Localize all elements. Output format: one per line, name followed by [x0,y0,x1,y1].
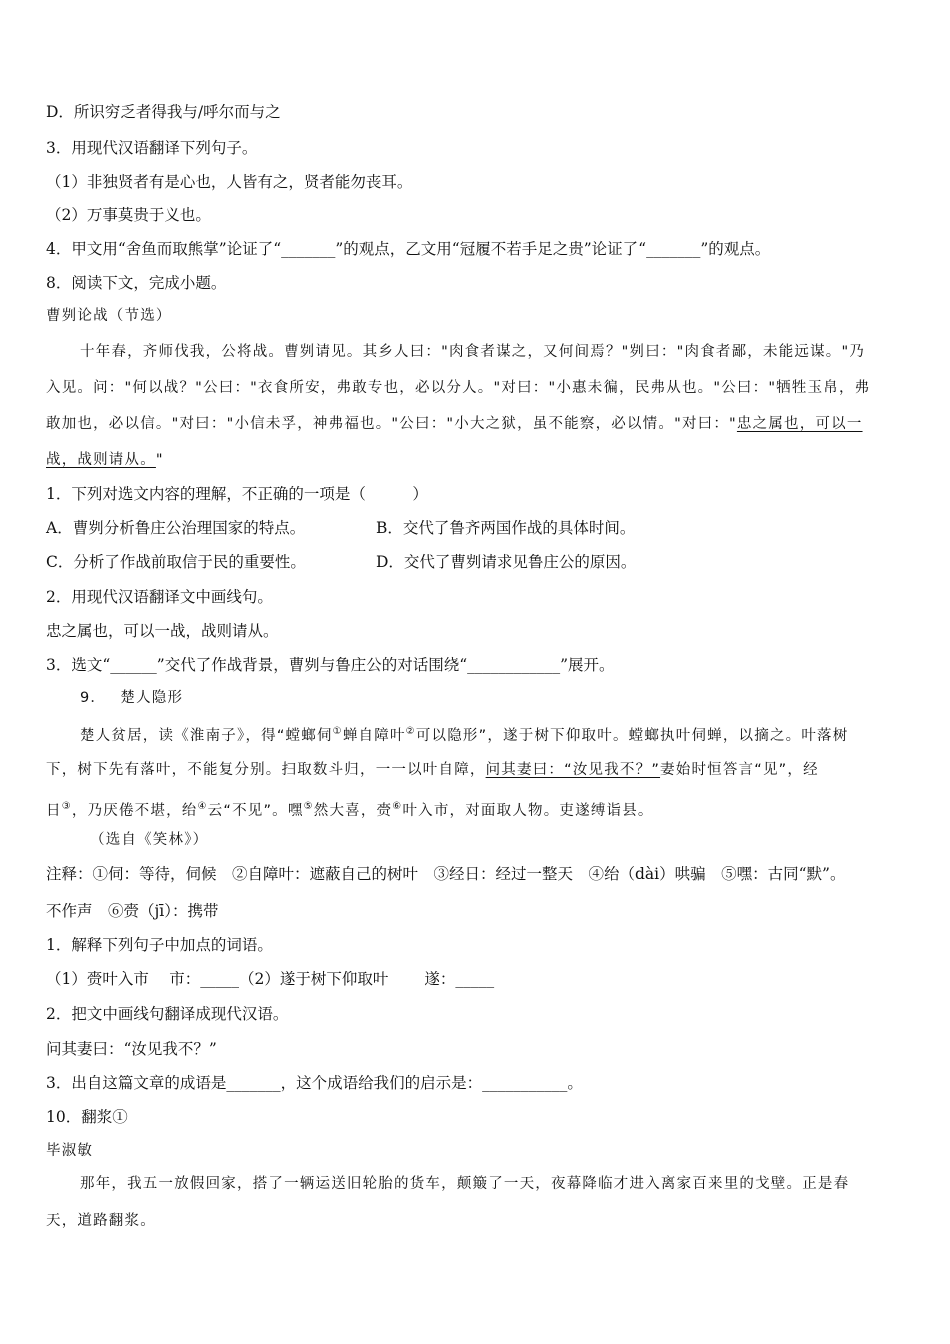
options-row [46,518,906,538]
sentence-to-translate: 问其妻曰：“汝见我不？” [46,1040,217,1058]
sentence-to-translate: 忠之属也，可以一战，战则请从。 [46,622,279,640]
option-b: B．交代了鲁齐两国作战的具体时间。 [376,519,636,537]
option-d: D．交代了曹刿请求见鲁庄公的原因。 [376,553,637,571]
source-note: （选自《笑林》） [90,832,209,848]
passage-line: 日③，乃厌倦不堪，绐④云“不见”。嘿⑤然大喜，赍⑥叶入市，对面取人物。吏遂缚诣县。 [46,801,654,819]
question-2: 2．用现代汉语翻译文中画线句。 [46,588,273,606]
author: 毕淑敏 [46,1143,94,1159]
question-3: 3．选文“______”交代了作战背景，曹刿与鲁庄公的对话围绕“____________”展开。 [46,656,615,674]
section-9-title: 9． 楚人隐形 [80,690,184,706]
annotations-cont: 不作声 ⑥赍（jī）：携带 [46,902,219,920]
passage-line: 那年，我五一放假回家，搭了一辆运送旧轮胎的货车，颠簸了一天，夜幕降临才进入离家百来里的戈壁。正是春 [80,1176,850,1192]
option-d-line: D．所识穷乏者得我与/呼尔而与之 [46,103,281,121]
section-8-heading: 8．阅读下文，完成小题。 [46,274,227,292]
question-3-item-1: （1）非独贤者有是心也，人皆有之，贤者能勿丧耳。 [46,173,413,191]
question-4: 4．甲文用“舍鱼而取熊掌”论证了“_______”的观点，乙文用“冠履不若手足之贵”论证了“_______”的观点。 [46,240,771,258]
passage-line: 敢加也，必以信。"对曰："小信未孚，神弗福也。"公曰："小大之狱，虽不能察，必以情。"对曰："忠之属也，可以一 [46,416,863,432]
underlined-sentence: 战，战则请从。 [46,452,156,468]
passage-line: 战，战则请从。" [46,452,164,468]
passage-line: 入见。问："何以战？"公曰："衣食所安，弗敢专也，必以分人。"对曰："小惠未徧，民弗从也。"公曰："牺牲玉帛，弗 [46,380,871,396]
question-1-items: （1）赍叶入市 市：_____（2）遂于树下仰取叶 遂：_____ [46,970,495,988]
question-3-heading: 3．用现代汉语翻译下列句子。 [46,139,258,157]
annotations: 注释：①伺：等待，伺候 ②自障叶：遮蔽自己的树叶 ③经日：经过一整天 ④绐（dài）哄骗 ⑤嘿：古同“默”。 [46,865,846,883]
question-1: 1．下列对选文内容的理解，不正确的一项是（ ） [46,485,428,503]
passage-line: 十年春，齐师伐我，公将战。曹刿请见。其乡人曰："肉食者谋之，又何间焉？"刿曰："肉食者鄙，未能远谋。"乃 [80,344,866,360]
underlined-sentence: 忠之属也，可以一 [736,416,863,432]
question-3: 3．出自这篇文章的成语是_______，这个成语给我们的启示是：___________。 [46,1074,583,1092]
passage-title: 曹刿论战（节选） [46,308,172,324]
option-a: A．曹刿分析鲁庄公治理国家的特点。 [46,519,306,537]
options-row [46,552,906,572]
section-10-title: 10．翻浆① [46,1108,128,1126]
passage-line: 下，树下先有落叶，不能复分别。扫取数斗归，一一以叶自障，问其妻曰：“汝见我不？”妻始时恒答言“见”，经 [46,762,819,778]
passage-line: 楚人贫居，读《淮南子》，得“螳螂伺①蝉自障叶②可以隐形”，遂于树下仰取叶。螳螂执叶伺蝉，以摘之。叶落树 [80,726,849,744]
underlined-sentence: 问其妻曰：“汝见我不？” [485,762,661,778]
question-1: 1．解释下列句子中加点的词语。 [46,936,273,954]
passage-line: 天，道路翻浆。 [46,1213,156,1229]
question-3-item-2: （2）万事莫贵于义也。 [46,206,211,224]
option-c: C．分析了作战前取信于民的重要性。 [46,553,306,571]
question-2: 2．把文中画线句翻译成现代汉语。 [46,1005,289,1023]
